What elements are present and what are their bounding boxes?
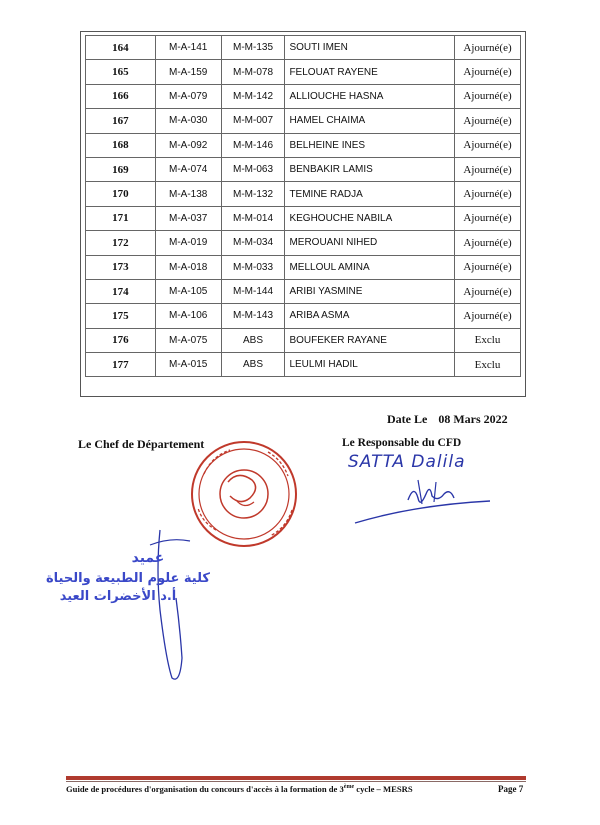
row-number: 167 [86,109,156,133]
arabic-dean-stamp [46,550,210,604]
code-m: M-M-135 [221,36,285,60]
footer-rule [66,776,526,780]
responsable-cfd-label: Le Responsable du CFD [342,437,462,449]
code-a: M-A-075 [155,328,221,352]
code-m: M-M-143 [221,304,285,328]
svg-text:عميد: عميد [131,550,165,566]
result: Ajourné(e) [455,206,521,230]
candidate-name: MEROUANI NIHED [285,231,455,255]
footer-text [66,784,413,794]
signature-name: SATTA Dalila [348,452,466,472]
code-a: M-A-074 [155,157,221,181]
row-number: 165 [86,60,156,84]
candidate-name: LEULMI HADIL [285,353,455,377]
result: Exclu [455,328,521,352]
row-number: 171 [86,206,156,230]
code-m: M-M-063 [221,157,285,181]
official-stamp-seal [192,442,296,546]
footer-rule-thin [66,781,526,782]
candidate-name: FELOUAT RAYENE [285,60,455,84]
code-a: M-A-018 [155,255,221,279]
code-a: M-A-015 [155,353,221,377]
code-m: M-M-142 [221,84,285,108]
row-number: 172 [86,231,156,255]
footer-text-before: Guide de procédures d'organisation du concours d'accès à la formation de 3 [66,784,344,794]
result: Ajourné(e) [455,231,521,255]
svg-text:أ.د الأخضرات العيد: أ.د الأخضرات العيد [59,589,177,604]
candidate-name: MELLOUL AMINA [285,255,455,279]
candidate-name: BOUFEKER RAYANE [285,328,455,352]
footer-text-after: cycle – MESRS [354,784,413,794]
code-a: M-A-138 [155,182,221,206]
row-number: 170 [86,182,156,206]
code-m: M-M-034 [221,231,285,255]
code-m: ABS [221,353,285,377]
row-number: 169 [86,157,156,181]
date-value: 08 Mars 2022 [438,412,508,426]
code-a: M-A-105 [155,279,221,303]
result: Ajourné(e) [455,304,521,328]
candidate-name: TEMINE RADJA [285,182,455,206]
candidate-name: ALLIOUCHE HASNA [285,84,455,108]
code-m: M-M-146 [221,133,285,157]
code-m: M-M-078 [221,60,285,84]
code-m: M-M-144 [221,279,285,303]
code-a: M-A-141 [155,36,221,60]
code-a: M-A-092 [155,133,221,157]
row-number: 168 [86,133,156,157]
code-a: M-A-030 [155,109,221,133]
code-a: M-A-159 [155,60,221,84]
result: Ajourné(e) [455,133,521,157]
result: Ajourné(e) [455,84,521,108]
candidate-name: HAMEL CHAIMA [285,109,455,133]
candidate-name: KEGHOUCHE NABILA [285,206,455,230]
row-number: 174 [86,279,156,303]
row-number: 164 [86,36,156,60]
code-a: M-A-037 [155,206,221,230]
svg-text:كلية علوم الطبيعة والحياة: كلية علوم الطبيعة والحياة [46,571,210,586]
result: Ajourné(e) [455,60,521,84]
chef-departement-label: Le Chef de Département [78,437,205,451]
candidate-name: BELHEINE INES [285,133,455,157]
candidate-name: ARIBI YASMINE [285,279,455,303]
result: Ajourné(e) [455,157,521,181]
row-number: 175 [86,304,156,328]
result: Ajourné(e) [455,36,521,60]
candidate-name: BENBAKIR LAMIS [285,157,455,181]
row-number: 166 [86,84,156,108]
row-number: 176 [86,328,156,352]
result: Ajourné(e) [455,279,521,303]
result: Ajourné(e) [455,255,521,279]
result: Ajourné(e) [455,109,521,133]
candidate-name: ARIBA ASMA [285,304,455,328]
candidate-name: SOUTI IMEN [285,36,455,60]
date-label: Date Le [387,412,428,426]
code-m: M-M-132 [221,182,285,206]
code-a: M-A-019 [155,231,221,255]
code-m: ABS [221,328,285,352]
row-number: 177 [86,353,156,377]
code-a: M-A-106 [155,304,221,328]
responsable-signature [355,480,490,523]
result: Ajourné(e) [455,182,521,206]
code-a: M-A-079 [155,84,221,108]
code-m: M-M-014 [221,206,285,230]
result: Exclu [455,353,521,377]
code-m: M-M-007 [221,109,285,133]
footer-sup: ème [343,784,355,791]
code-m: M-M-033 [221,255,285,279]
page-number: Page 7 [498,784,524,794]
row-number: 173 [86,255,156,279]
